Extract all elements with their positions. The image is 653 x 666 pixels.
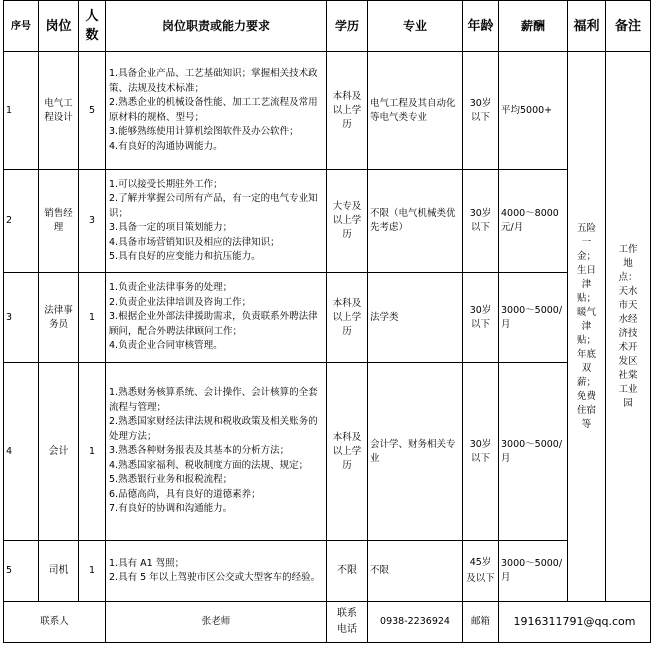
duty-item: 1.具备企业产品、工艺基础知识；掌握相关技术政策、法规及技术标准； (109, 68, 318, 94)
row-education: 本科及以上学历 (327, 273, 368, 363)
table-row (4, 170, 651, 273)
row-position: 会计 (39, 363, 79, 541)
row-position: 法律事务员 (39, 273, 79, 363)
row-position: 销售经理 (39, 170, 79, 273)
duty-item: 3.熟悉各种财务报表及其基本的分析方法； (109, 445, 290, 457)
duty-item: 5.熟悉银行业务和报税流程； (109, 474, 233, 486)
row-duties (106, 363, 327, 541)
table-row (4, 52, 651, 170)
table-row (4, 541, 651, 602)
duty-item: 4.有良好的沟通协调能力。 (109, 140, 223, 152)
duty-item: 4.负责企业合同审核管理。 (109, 340, 223, 352)
header-education: 学历 (327, 1, 368, 52)
phone-number: 0938-2236924 (368, 602, 463, 643)
header-remarks: 备注 (606, 1, 651, 52)
duty-item: 1.可以接受长期驻外工作； (109, 178, 223, 190)
row-position: 电气工程设计 (39, 52, 79, 170)
welfare-cell: 五险一金；生日津贴；暖气津贴；年底双薪；免费住宿等 (568, 52, 606, 602)
header-position: 岗位 (39, 1, 79, 52)
row-education: 本科及以上学历 (327, 363, 368, 541)
duty-item: 2.熟悉企业的机械设备性能、加工工艺流程及常用原材料的规格、型号； (109, 97, 318, 123)
contact-name: 张老师 (106, 602, 327, 643)
duty-item: 2.负责企业法律培训及咨询工作； (109, 296, 252, 308)
table-row (4, 363, 651, 541)
row-count: 1 (79, 273, 106, 363)
header-major: 专业 (368, 1, 463, 52)
row-major: 电气工程及其自动化等电气类专业 (368, 52, 463, 170)
row-duties (106, 170, 327, 273)
row-seq: 5 (4, 541, 39, 602)
row-major: 不限 (368, 541, 463, 602)
duty-item: 3.根据企业外部法律援助需求，负责联系外聘法律顾问，配合外聘法律顾问工作； (109, 311, 318, 337)
email-label: 邮箱 (463, 602, 499, 643)
row-count: 3 (79, 170, 106, 273)
row-count: 5 (79, 52, 106, 170)
row-salary: 4000～8000元/月 (499, 170, 568, 273)
duty-item: 1.负责企业法律事务的处理； (109, 282, 233, 294)
row-major: 不限（电气机械类优先考虑） (368, 170, 463, 273)
row-age: 30岁以下 (463, 363, 499, 541)
row-education: 不限 (327, 541, 368, 602)
row-age: 30岁以下 (463, 52, 499, 170)
row-major: 法学类 (368, 273, 463, 363)
row-age: 30岁以下 (463, 273, 499, 363)
row-duties (106, 52, 327, 170)
row-salary: 3000～5000/月 (499, 541, 568, 602)
contact-row (4, 602, 651, 643)
row-duties (106, 541, 327, 602)
remarks-cell: 工作地点：天水市天水经济技术开发区社棠工业园 (606, 52, 651, 602)
header-seq: 序号 (4, 1, 39, 52)
row-seq: 2 (4, 170, 39, 273)
contact-label: 联系人 (4, 602, 106, 643)
row-salary: 3000～5000/月 (499, 363, 568, 541)
header-count: 人数 (79, 1, 106, 52)
duty-item: 5.具有良好的应变能力和抗压能力。 (109, 251, 261, 262)
duty-item: 3.能够熟练使用计算机绘图软件及办公软件； (109, 126, 299, 137)
email-address: 1916311791@qq.com (499, 602, 651, 643)
row-age: 30岁以下 (463, 170, 499, 273)
row-salary: 3000～5000/月 (499, 273, 568, 363)
duty-item: 2.了解并掌握公司所有产品，有一定的电气专业知识； (109, 193, 318, 219)
duty-item: 4.具备市场营销知识及相应的法律知识； (109, 236, 280, 248)
row-count: 1 (79, 541, 106, 602)
header-salary: 薪酬 (499, 1, 568, 52)
duty-item: 1.熟悉财务核算系统、会计操作、会计核算的全套流程与管理； (109, 387, 318, 413)
duty-item: 4.熟悉国家福利、税收制度方面的法规、规定； (109, 459, 309, 471)
row-duties (106, 273, 327, 363)
duty-item: 2.具有 5 年以上驾驶市区公交或大型客车的经验。 (109, 572, 321, 583)
header-age: 年龄 (463, 1, 499, 52)
duty-item: 3.具备一定的项目策划能力； (109, 222, 233, 233)
row-age: 45岁及以下 (463, 541, 499, 602)
row-seq: 4 (4, 363, 39, 541)
header-duties: 岗位职责或能力要求 (106, 1, 327, 52)
row-major: 会计学、财务相关专业 (368, 363, 463, 541)
job-table (3, 0, 651, 643)
duty-item: 6.品德高尚，具有良好的道德素养； (109, 488, 261, 500)
header-row (4, 1, 651, 52)
duty-item: 7.有良好的协调和沟通能力。 (109, 503, 233, 515)
row-seq: 1 (4, 52, 39, 170)
row-position: 司机 (39, 541, 79, 602)
row-education: 大专及以上学历 (327, 170, 368, 273)
phone-label: 联系电话 (327, 602, 368, 643)
header-welfare: 福利 (568, 1, 606, 52)
row-salary: 平均5000+ (499, 52, 568, 170)
row-education: 本科及以上学历 (327, 52, 368, 170)
duty-item: 1.具有 A1 驾照； (109, 557, 185, 569)
row-count: 1 (79, 363, 106, 541)
duty-item: 2.熟悉国家财经法律法规和税收政策及相关账务的处理方法； (109, 416, 318, 442)
row-seq: 3 (4, 273, 39, 363)
table-row (4, 273, 651, 363)
